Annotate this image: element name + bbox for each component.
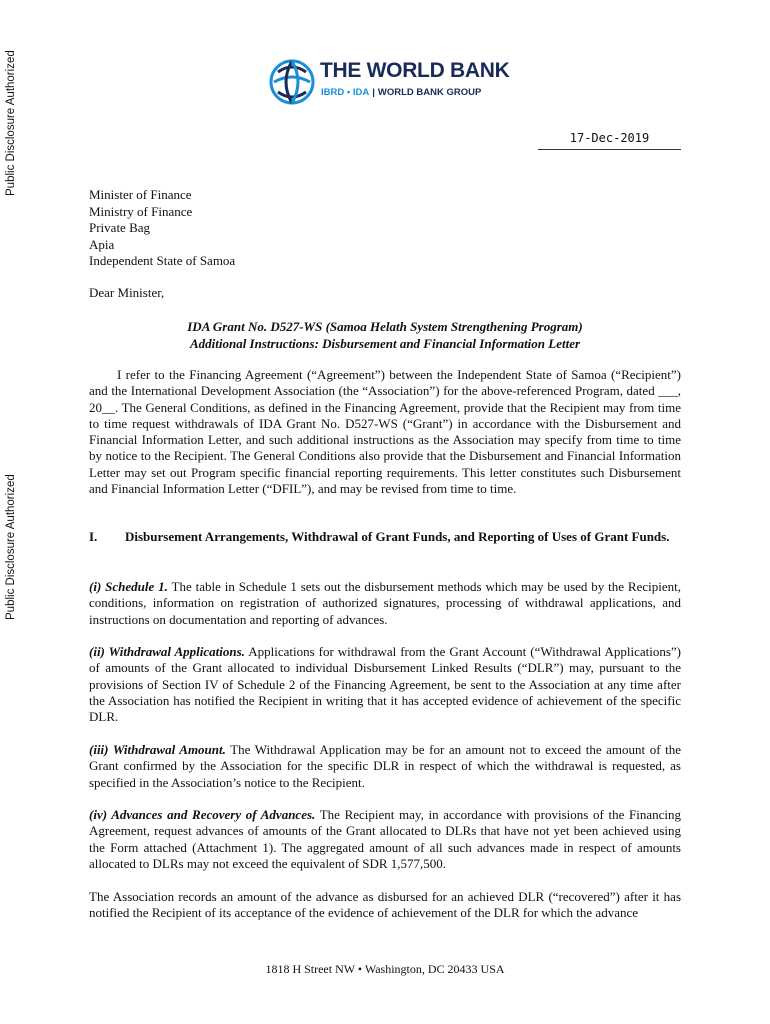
date-underline bbox=[538, 149, 681, 150]
paragraph-text: The table in Schedule 1 sets out the disbursement methods which may be used by the Recipient, conditions, information on registration of authorized signatures, processing of withdrawal applications, and instructions on documentation and reporting of advances. bbox=[89, 579, 681, 627]
world-bank-logo bbox=[268, 54, 528, 110]
paragraph-withdrawal-amount bbox=[89, 742, 681, 791]
paragraph-advances bbox=[89, 807, 681, 872]
watermark-text: Public Disclosure Authorized bbox=[5, 474, 17, 620]
logo-subtitle bbox=[321, 87, 481, 98]
paragraph-lead: (iii) Withdrawal Amount. bbox=[89, 742, 226, 757]
recipient-address bbox=[89, 187, 235, 270]
section-heading bbox=[89, 529, 681, 546]
salutation: Dear Minister, bbox=[89, 285, 165, 300]
address-line: Private Bag bbox=[89, 220, 151, 235]
section-title: Disbursement Arrangements, Withdrawal of Grant Funds, and Reporting of Uses of Grant Funds. bbox=[125, 529, 670, 544]
paragraph-lead: (ii) Withdrawal Applications. bbox=[89, 644, 245, 659]
intro-paragraph: I refer to the Financing Agreement (“Agreement”) between the Independent State of Samoa (“Recipient”) and the International Development Association (the “Association”) for the above-referenced Program, dated ___, 20__. The General Conditions, as defined in the Financing Agreement, provide that the Recipient may from time to time request withdrawals of IDA Grant No. D527-WS (“Grant”) in accordance with the Disbursement and Financial Information Letter, and such additional instructions as the Association may specify from time to time by notice to the Recipient. The General Conditions also provide that the Disbursement and Financial Information Letter may set out Program specific financial reporting requirements. This letter constitutes such Disbursement and Financial Information Letter (“DFIL”), and may be revised from time to time. bbox=[89, 367, 681, 497]
address-line: Apia bbox=[89, 236, 115, 252]
address-line: Ministry of Finance bbox=[89, 203, 193, 219]
paragraph-withdrawal-applications bbox=[89, 644, 681, 725]
address-line: Independent State of Samoa bbox=[89, 253, 236, 268]
globe-icon bbox=[268, 58, 316, 106]
paragraph-lead: (i) Schedule 1. bbox=[89, 579, 168, 594]
footer-address: 1818 H Street NW • Washington, DC 20433 USA bbox=[265, 962, 505, 976]
logo-title: THE WORLD BANK bbox=[320, 59, 510, 82]
subject-heading bbox=[89, 319, 681, 352]
subject-line-2: Additional Instructions: Disbursement and Financial Information Letter bbox=[189, 335, 581, 351]
watermark-text: Public Disclosure Authorized bbox=[5, 50, 17, 196]
address-line: Minister of Finance bbox=[89, 187, 192, 202]
paragraph-text: The Recipient may, in accordance with provisions of the Financing Agreement, request advances of amounts of the Grant allocated to DLRs that have not yet been achieved using the Form attached (Attachment 1). The aggregated amount of all such advances made in respect of amounts allocated to DLRs may not exceed the equivalent of SDR 1,577,500. bbox=[89, 807, 681, 871]
section-number: I. bbox=[89, 529, 98, 544]
logo-ibrd-ida: IBRD • IDA bbox=[321, 87, 370, 98]
letter-date: 17-Dec-2019 bbox=[569, 131, 650, 145]
logo-group: WORLD BANK GROUP bbox=[377, 87, 482, 98]
paragraph-schedule bbox=[89, 579, 681, 628]
paragraph-text: The Withdrawal Application may be for an amount not to exceed the amount of the Grant confirmed by the Association for the specific DLR in respect of which the withdrawal is requested, as specified in the Association’s notice to the Recipient. bbox=[89, 742, 681, 790]
logo-separator: | bbox=[372, 87, 375, 98]
subject-line-1: IDA Grant No. D527-WS (Samoa Helath System Strengthening Program) bbox=[187, 319, 583, 334]
paragraph-recovery: The Association records an amount of the advance as disbursed for an achieved DLR (“recovered”) after it has notified the Recipient of its acceptance of the evidence of achievement of the DLR for which the advance bbox=[89, 889, 681, 921]
paragraph-lead: (iv) Advances and Recovery of Advances. bbox=[89, 807, 316, 822]
paragraph-text: Applications for withdrawal from the Grant Account (“Withdrawal Applications”) of amounts of the Grant allocated to individual Disbursement Linked Results (“DLR”) may, pursuant to the provisions of Section IV of Schedule 2 of the Financing Agreement, be sent to the Association at any time after the Association has notified the Recipient in writing that it has accepted evidence of achievement of the specific DLR. bbox=[89, 644, 681, 725]
